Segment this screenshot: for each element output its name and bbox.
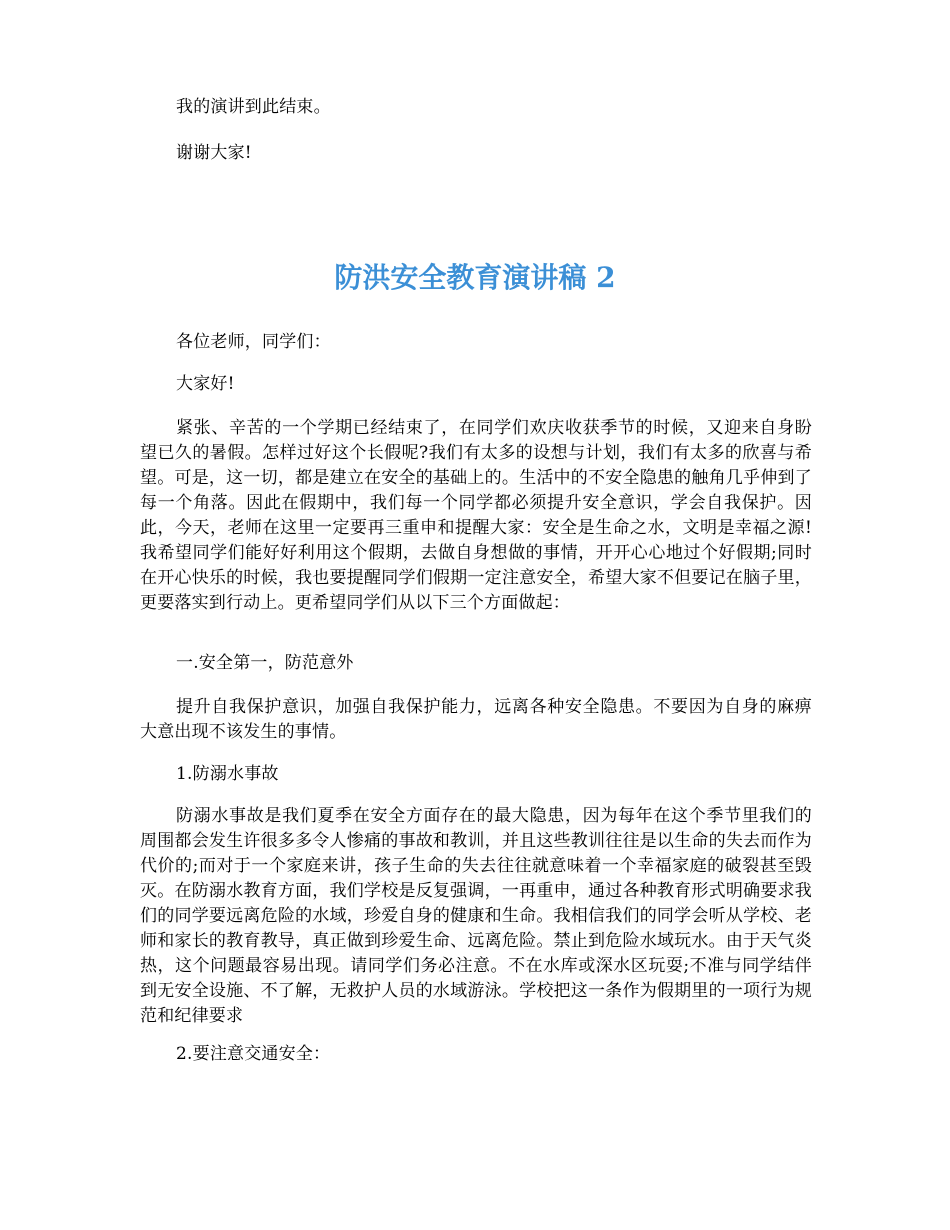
drowning-paragraph: 防溺水事故是我们夏季在安全方面存在的最大隐患，因为每年在这个季节里我们的周围都会发生许很多多令人惨痛的事故和教训，并且这些教训往往是以生命的失去而作为代价的;而对于一个家庭来讲，孩子生命的失去往往就意味着一个幸福家庭的破裂甚至毁灭。在防溺水教育方面，我们学校是反复强调，一再重申，通过各种教育形式明确要求我们的同学要远离危险的水域，珍爱自身的健康和生命。我相信我们的同学会听从学校、老师和家长的教育教导，真正做到珍爱生命、远离危险。禁止到危险水域玩水。由于天气炎热，这个问题最容易出现。请同学们务必注意。不在水库或深水区玩耍;不准与同学结伴到无安全设施、不了解，无救护人员的水域游泳。学校把这一条作为假期里的一项行为规范和纪律要求: [140, 806, 812, 1026]
document-title: 防洪安全教育演讲稿 2: [334, 261, 616, 294]
closing-line-2: 谢谢大家!: [176, 143, 252, 163]
intro-paragraph: 紧张、辛苦的一个学期已经结束了，在同学们欢庆收获季节的时候，又迎来自身盼望已久的暑假。怎样过好这个长假呢?我们有太多的设想与计划，我们有太多的欣喜与希望。可是，这一切，都是建立在安全的基础上的。生活中的不安全隐患的触角几乎伸到了每一个角落。因此在假期中，我们每一个同学都必须提升安全意识，学会自我保护。因此，今天，老师在这里一定要再三重申和提醒大家：安全是生命之水，文明是幸福之源!我希望同学们能好好利用这个假期，去做自身想做的事情，开开心心地过个好假期;同时在开心快乐的时候，我也要提醒同学们假期一定注意安全，希望大家不但要记在脑子里，更要落实到行动上。更希望同学们从以下三个方面做起：: [140, 418, 812, 613]
salutation: 各位老师，同学们：: [176, 332, 331, 352]
closing-line-1: 我的演讲到此结束。: [176, 97, 331, 117]
section-1-paragraph: 提升自我保护意识，加强自我保护能力，远离各种安全隐患。不要因为自身的麻痹大意出现不该发生的事情。: [140, 697, 812, 742]
section-heading-1: 一.安全第一，防范意外: [176, 653, 354, 673]
greeting: 大家好!: [176, 374, 235, 394]
subheading-traffic: 2.要注意交通安全：: [176, 1044, 331, 1064]
subheading-drowning: 1.防溺水事故: [176, 764, 279, 784]
